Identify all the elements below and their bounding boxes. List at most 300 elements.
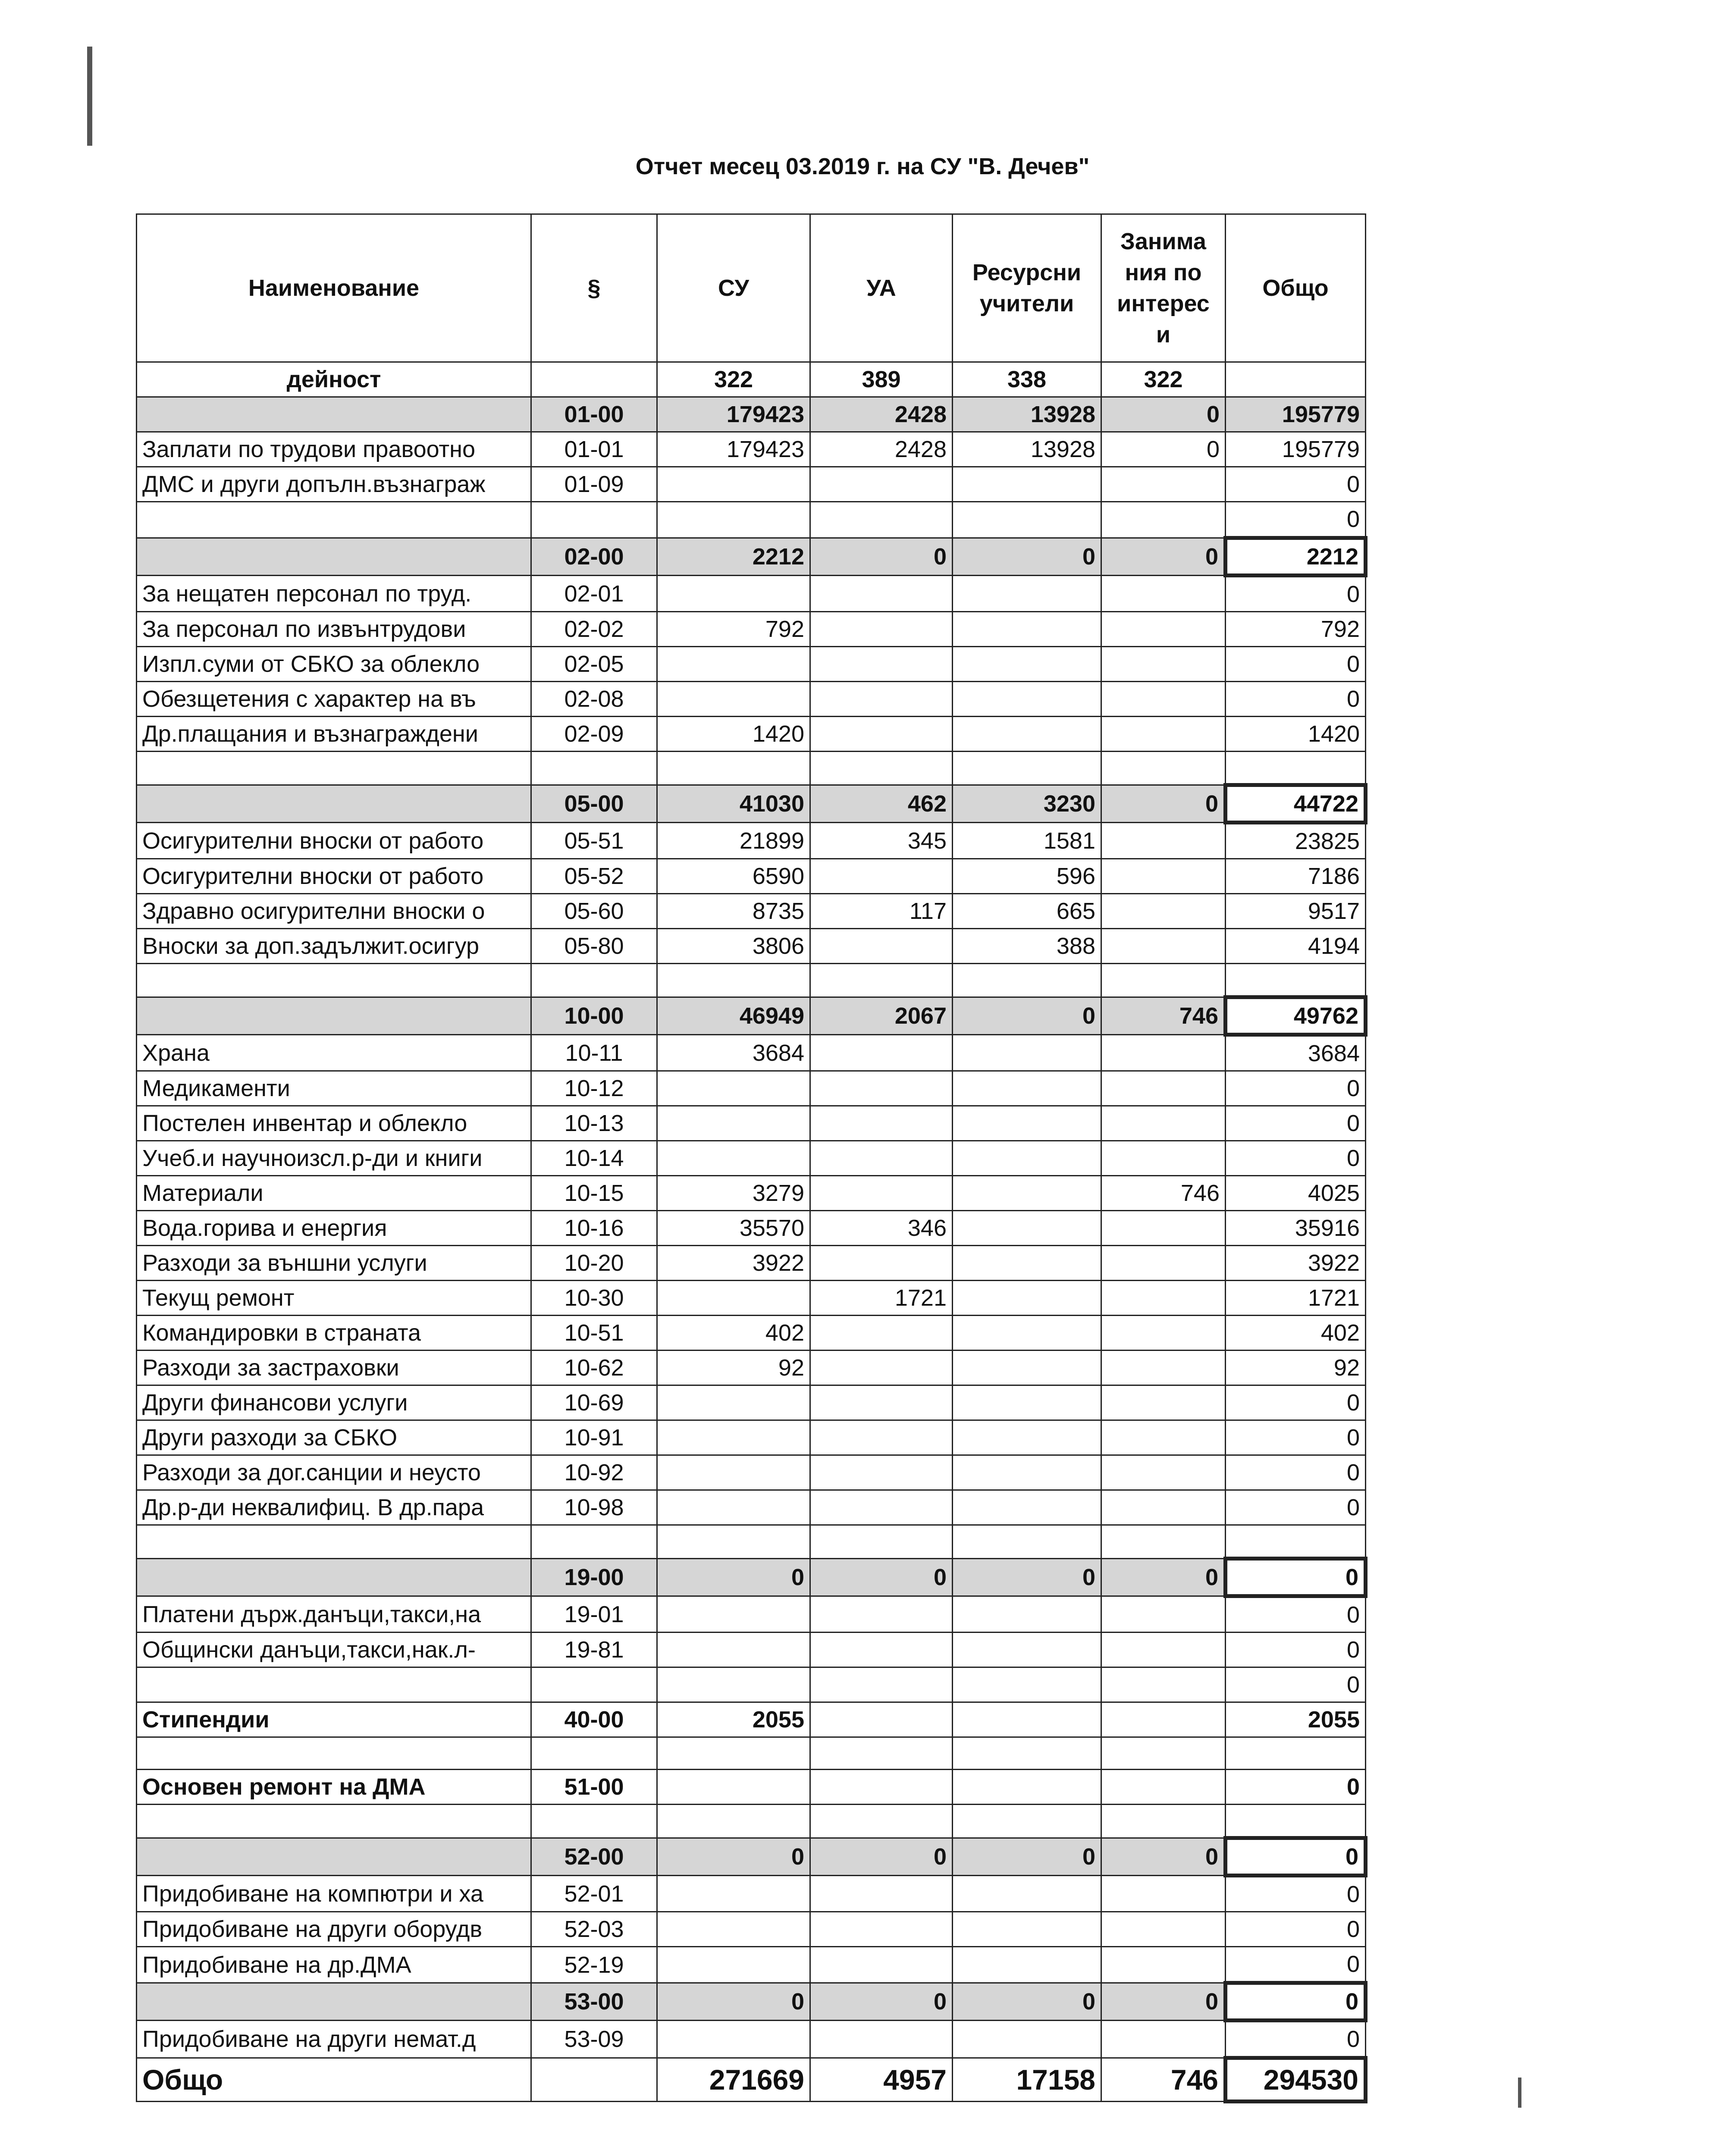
cell-total: 0 (1226, 1667, 1366, 1702)
cell-zan (1101, 1805, 1226, 1838)
cell-res (953, 2021, 1101, 2058)
cell-su: 0 (657, 1559, 810, 1596)
table-row (137, 929, 1366, 964)
cell-zan (1101, 1246, 1226, 1281)
cell-code: 02-09 (531, 717, 657, 752)
cell-name: За персонал по извънтрудови (137, 612, 531, 647)
cell-ua (810, 1106, 953, 1141)
table-row (137, 502, 1366, 538)
cell-name (137, 1838, 531, 1876)
cell-su: 92 (657, 1351, 810, 1385)
cell-code: 01-00 (531, 397, 657, 432)
cell-code: 10-16 (531, 1211, 657, 1246)
cell-total: 0 (1226, 467, 1366, 502)
cell-res (953, 1071, 1101, 1106)
cell-su: 402 (657, 1316, 810, 1351)
cell-total: 0 (1226, 1455, 1366, 1490)
cell-zan (1101, 1385, 1226, 1420)
cell-code: 52-00 (531, 1838, 657, 1876)
table-row (137, 467, 1366, 502)
blank-row (137, 1737, 1366, 1770)
group-row (137, 785, 1366, 823)
cell-name: Др.плащания и възнаграждени (137, 717, 531, 752)
cell-total: 0 (1226, 1770, 1366, 1805)
cell-code: 10-30 (531, 1281, 657, 1316)
cell-zan (1101, 576, 1226, 612)
cell-name: Постелен инвентар и облекло (137, 1106, 531, 1141)
cell-ua (810, 1596, 953, 1633)
cell-zan (1101, 682, 1226, 717)
cell-ua (810, 964, 953, 997)
cell-total: 3684 (1226, 1035, 1366, 1071)
cell-su (657, 1667, 810, 1702)
cell-res (953, 647, 1101, 682)
cell-zan (1101, 1071, 1226, 1106)
cell-name: Командировки в страната (137, 1316, 531, 1351)
cell-res (953, 1246, 1101, 1281)
cell-zan: 0 (1101, 1983, 1226, 2021)
cell-code: 52-19 (531, 1947, 657, 1983)
cell-ua: 345 (810, 823, 953, 859)
cell-name: Придобиване на компютри и ха (137, 1876, 531, 1912)
cell-ua: 2428 (810, 432, 953, 467)
header-resource-teachers: Ресурсни учители (953, 214, 1101, 362)
cell-total: 0 (1226, 1071, 1366, 1106)
cell-code: 01-09 (531, 467, 657, 502)
cell-zan (1101, 859, 1226, 894)
cell-total (1226, 1737, 1366, 1770)
activity-zan: 322 (1101, 362, 1226, 397)
table-row (137, 1176, 1366, 1211)
cell-total: 0 (1226, 1106, 1366, 1141)
cell-su: 41030 (657, 785, 810, 823)
cell-total (1226, 964, 1366, 997)
cell-res: 388 (953, 929, 1101, 964)
cell-res (953, 1667, 1101, 1702)
cell-code: 02-00 (531, 538, 657, 576)
header-interest-activities: Занима ния по интерес и (1101, 214, 1226, 362)
table-row (137, 1455, 1366, 1490)
cell-res: 13928 (953, 397, 1101, 432)
cell-su: 3684 (657, 1035, 810, 1071)
cell-total: 4194 (1226, 929, 1366, 964)
cell-ua: 462 (810, 785, 953, 823)
cell-su (657, 1420, 810, 1455)
cell-res (953, 1805, 1101, 1838)
cell-su: 3922 (657, 1246, 810, 1281)
cell-total: 0 (1226, 1947, 1366, 1983)
cell-res (953, 964, 1101, 997)
cell-zan (1101, 1947, 1226, 1983)
table-row (137, 1106, 1366, 1141)
header-ua: УА (810, 214, 953, 362)
cell-code: 01-01 (531, 432, 657, 467)
cell-zan (1101, 1455, 1226, 1490)
cell-total: 0 (1226, 1876, 1366, 1912)
cell-total: 0 (1226, 576, 1366, 612)
page-title: Отчет месец 03.2019 г. на СУ "В. Дечев" (635, 154, 1090, 179)
cell-ua: 2428 (810, 397, 953, 432)
cell-total: 4025 (1226, 1176, 1366, 1211)
cell-code (531, 1525, 657, 1559)
cell-name (137, 752, 531, 785)
table-row (137, 1702, 1366, 1737)
cell-su: 0 (657, 1838, 810, 1876)
header-name: Наименование (137, 214, 531, 362)
cell-name: Храна (137, 1035, 531, 1071)
cell-code (531, 2058, 657, 2102)
cell-code: 10-14 (531, 1141, 657, 1176)
cell-ua (810, 612, 953, 647)
cell-ua (810, 1455, 953, 1490)
cell-ua: 2067 (810, 997, 953, 1035)
cell-su (657, 752, 810, 785)
cell-res (953, 1420, 1101, 1455)
cell-total: 0 (1226, 502, 1366, 538)
cell-su: 2212 (657, 538, 810, 576)
cell-total: 0 (1226, 1983, 1366, 2021)
cell-ua (810, 1805, 953, 1838)
cell-total (1226, 752, 1366, 785)
cell-name (137, 1525, 531, 1559)
cell-res: 0 (953, 997, 1101, 1035)
cell-code: 51-00 (531, 1770, 657, 1805)
cell-su (657, 1596, 810, 1633)
cell-ua: 346 (810, 1211, 953, 1246)
cell-total: 2212 (1226, 538, 1366, 576)
activity-su: 322 (657, 362, 810, 397)
cell-su (657, 1633, 810, 1667)
cell-name (137, 538, 531, 576)
cell-zan (1101, 2021, 1226, 2058)
table-row (137, 1246, 1366, 1281)
cell-res (953, 502, 1101, 538)
cell-name (137, 1737, 531, 1770)
cell-su: 6590 (657, 859, 810, 894)
cell-su (657, 647, 810, 682)
cell-ua: 4957 (810, 2058, 953, 2102)
cell-res (953, 1211, 1101, 1246)
group-row (137, 997, 1366, 1035)
table-row (137, 1351, 1366, 1385)
cell-name: ДМС и други допълн.възнаграж (137, 467, 531, 502)
cell-name (137, 1559, 531, 1596)
cell-total: 0 (1226, 1912, 1366, 1947)
table-row (137, 823, 1366, 859)
cell-name: Осигурителни вноски от работо (137, 823, 531, 859)
table-row (137, 432, 1366, 467)
cell-su (657, 467, 810, 502)
cell-name: Общински данъци,такси,нак.л- (137, 1633, 531, 1667)
cell-code: 10-12 (531, 1071, 657, 1106)
cell-su (657, 964, 810, 997)
table-row (137, 1316, 1366, 1351)
cell-su (657, 576, 810, 612)
cell-ua: 0 (810, 1559, 953, 1596)
cell-zan (1101, 1035, 1226, 1071)
cell-name: Медикаменти (137, 1071, 531, 1106)
cell-total: 0 (1226, 2021, 1366, 2058)
cell-zan: 746 (1101, 1176, 1226, 1211)
cell-code: 53-09 (531, 2021, 657, 2058)
cell-zan (1101, 647, 1226, 682)
cell-su (657, 1385, 810, 1420)
cell-res (953, 1490, 1101, 1525)
cell-ua (810, 1351, 953, 1385)
cell-ua (810, 1420, 953, 1455)
cell-res (953, 1316, 1101, 1351)
cell-ua: 0 (810, 538, 953, 576)
table-row (137, 1490, 1366, 1525)
scan-mark-left (87, 47, 92, 146)
cell-total: 7186 (1226, 859, 1366, 894)
cell-total: 0 (1226, 1141, 1366, 1176)
cell-code: 10-91 (531, 1420, 657, 1455)
cell-zan (1101, 612, 1226, 647)
cell-total: 0 (1226, 1490, 1366, 1525)
table-row (137, 1281, 1366, 1316)
cell-zan (1101, 894, 1226, 929)
cell-ua (810, 1316, 953, 1351)
cell-su: 2055 (657, 1702, 810, 1737)
cell-su (657, 1106, 810, 1141)
cell-res: 596 (953, 859, 1101, 894)
cell-res: 13928 (953, 432, 1101, 467)
table-row (137, 1035, 1366, 1071)
cell-ua (810, 1912, 953, 1947)
cell-name: Общо (137, 2058, 531, 2102)
cell-name (137, 1983, 531, 2021)
cell-ua (810, 1667, 953, 1702)
cell-su (657, 1071, 810, 1106)
cell-su (657, 1455, 810, 1490)
cell-code: 52-03 (531, 1912, 657, 1947)
table-row (137, 1912, 1366, 1947)
cell-res (953, 717, 1101, 752)
cell-total: 402 (1226, 1316, 1366, 1351)
cell-total: 0 (1226, 1385, 1366, 1420)
cell-zan (1101, 929, 1226, 964)
cell-code: 05-51 (531, 823, 657, 859)
cell-total: 0 (1226, 1559, 1366, 1596)
cell-ua (810, 1385, 953, 1420)
cell-total: 0 (1226, 1838, 1366, 1876)
cell-res (953, 1351, 1101, 1385)
cell-ua (810, 752, 953, 785)
cell-ua (810, 1876, 953, 1912)
cell-zan (1101, 1525, 1226, 1559)
cell-name: Изпл.суми от СБКО за облекло (137, 647, 531, 682)
cell-su (657, 1912, 810, 1947)
table-row (137, 1596, 1366, 1633)
header-su: СУ (657, 214, 810, 362)
table-row (137, 1141, 1366, 1176)
cell-name: Други финансови услуги (137, 1385, 531, 1420)
cell-ua (810, 859, 953, 894)
cell-res: 0 (953, 1838, 1101, 1876)
cell-su: 179423 (657, 432, 810, 467)
cell-code (531, 502, 657, 538)
activity-paragraph (531, 362, 657, 397)
cell-su (657, 1947, 810, 1983)
cell-zan (1101, 1770, 1226, 1805)
cell-name: За нещатен персонал по труд. (137, 576, 531, 612)
cell-code: 02-01 (531, 576, 657, 612)
cell-code: 10-15 (531, 1176, 657, 1211)
cell-res: 0 (953, 1983, 1101, 2021)
cell-res (953, 1035, 1101, 1071)
cell-total: 0 (1226, 1420, 1366, 1455)
cell-zan (1101, 1316, 1226, 1351)
cell-ua (810, 467, 953, 502)
cell-su (657, 1281, 810, 1316)
cell-name: Заплати по трудови правоотно (137, 432, 531, 467)
cell-su: 35570 (657, 1211, 810, 1246)
cell-code: 05-52 (531, 859, 657, 894)
cell-ua: 1721 (810, 1281, 953, 1316)
table-row (137, 1667, 1366, 1702)
table-row (137, 894, 1366, 929)
cell-zan: 0 (1101, 1838, 1226, 1876)
cell-su: 0 (657, 1983, 810, 2021)
cell-ua: 0 (810, 1983, 953, 2021)
cell-su: 792 (657, 612, 810, 647)
cell-code: 02-05 (531, 647, 657, 682)
cell-ua (810, 1246, 953, 1281)
cell-ua (810, 1141, 953, 1176)
cell-name: Придобиване на други оборудв (137, 1912, 531, 1947)
table-row (137, 576, 1366, 612)
cell-code: 10-13 (531, 1106, 657, 1141)
cell-name (137, 997, 531, 1035)
table-row (137, 1947, 1366, 1983)
group-row (137, 1983, 1366, 2021)
cell-name: Здравно осигурителни вноски о (137, 894, 531, 929)
cell-zan: 746 (1101, 997, 1226, 1035)
cell-code (531, 752, 657, 785)
table-row (137, 612, 1366, 647)
scan-mark-right (1518, 2078, 1521, 2108)
cell-ua: 117 (810, 894, 953, 929)
cell-total (1226, 1805, 1366, 1838)
cell-res: 3230 (953, 785, 1101, 823)
cell-zan (1101, 1912, 1226, 1947)
cell-code: 10-62 (531, 1351, 657, 1385)
table-row (137, 1633, 1366, 1667)
cell-code: 19-01 (531, 1596, 657, 1633)
cell-total: 23825 (1226, 823, 1366, 859)
cell-res (953, 1876, 1101, 1912)
cell-zan (1101, 717, 1226, 752)
cell-code (531, 1667, 657, 1702)
cell-name: Други разходи за СБКО (137, 1420, 531, 1455)
cell-total (1226, 1525, 1366, 1559)
cell-su: 8735 (657, 894, 810, 929)
group-row (137, 538, 1366, 576)
cell-res (953, 1633, 1101, 1667)
table-row (137, 682, 1366, 717)
cell-total: 195779 (1226, 432, 1366, 467)
cell-res (953, 1525, 1101, 1559)
group-row (137, 397, 1366, 432)
cell-su: 3806 (657, 929, 810, 964)
table-row (137, 1876, 1366, 1912)
cell-total: 195779 (1226, 397, 1366, 432)
cell-zan (1101, 1351, 1226, 1385)
cell-total: 2055 (1226, 1702, 1366, 1737)
cell-ua: 0 (810, 1838, 953, 1876)
cell-name: Разходи за външни услуги (137, 1246, 531, 1281)
cell-res (953, 1455, 1101, 1490)
cell-res: 0 (953, 538, 1101, 576)
cell-su: 1420 (657, 717, 810, 752)
cell-zan: 0 (1101, 538, 1226, 576)
cell-name: Учеб.и научноизсл.р-ди и книги (137, 1141, 531, 1176)
cell-name: Др.р-ди неквалифиц. В др.пара (137, 1490, 531, 1525)
cell-zan (1101, 752, 1226, 785)
cell-ua (810, 1737, 953, 1770)
cell-ua (810, 1490, 953, 1525)
cell-total: 0 (1226, 647, 1366, 682)
cell-su (657, 682, 810, 717)
cell-name (137, 1667, 531, 1702)
cell-zan (1101, 1667, 1226, 1702)
cell-code: 05-60 (531, 894, 657, 929)
cell-name (137, 1805, 531, 1838)
cell-res (953, 1702, 1101, 1737)
cell-name (137, 964, 531, 997)
cell-zan (1101, 1490, 1226, 1525)
cell-zan (1101, 1420, 1226, 1455)
blank-row (137, 1805, 1366, 1838)
cell-su: 3279 (657, 1176, 810, 1211)
cell-ua (810, 647, 953, 682)
cell-su: 271669 (657, 2058, 810, 2102)
table-row (137, 859, 1366, 894)
cell-res (953, 1141, 1101, 1176)
cell-su (657, 1737, 810, 1770)
cell-ua (810, 717, 953, 752)
cell-zan: 0 (1101, 397, 1226, 432)
cell-code (531, 1737, 657, 1770)
cell-name: Материали (137, 1176, 531, 1211)
cell-zan (1101, 502, 1226, 538)
cell-total: 0 (1226, 1596, 1366, 1633)
cell-res (953, 1770, 1101, 1805)
cell-total: 1721 (1226, 1281, 1366, 1316)
cell-total: 44722 (1226, 785, 1366, 823)
cell-total: 92 (1226, 1351, 1366, 1385)
cell-res (953, 1596, 1101, 1633)
table-row (137, 717, 1366, 752)
table-row (137, 1071, 1366, 1106)
cell-zan (1101, 1737, 1226, 1770)
cell-zan: 0 (1101, 432, 1226, 467)
cell-code: 10-51 (531, 1316, 657, 1351)
cell-res (953, 1737, 1101, 1770)
cell-su (657, 1490, 810, 1525)
cell-res (953, 682, 1101, 717)
cell-zan (1101, 1596, 1226, 1633)
cell-zan (1101, 964, 1226, 997)
cell-su: 21899 (657, 823, 810, 859)
cell-ua (810, 1633, 953, 1667)
table-row (137, 1385, 1366, 1420)
cell-su (657, 502, 810, 538)
cell-ua (810, 1176, 953, 1211)
table-row (137, 1770, 1366, 1805)
activity-total (1226, 362, 1366, 397)
